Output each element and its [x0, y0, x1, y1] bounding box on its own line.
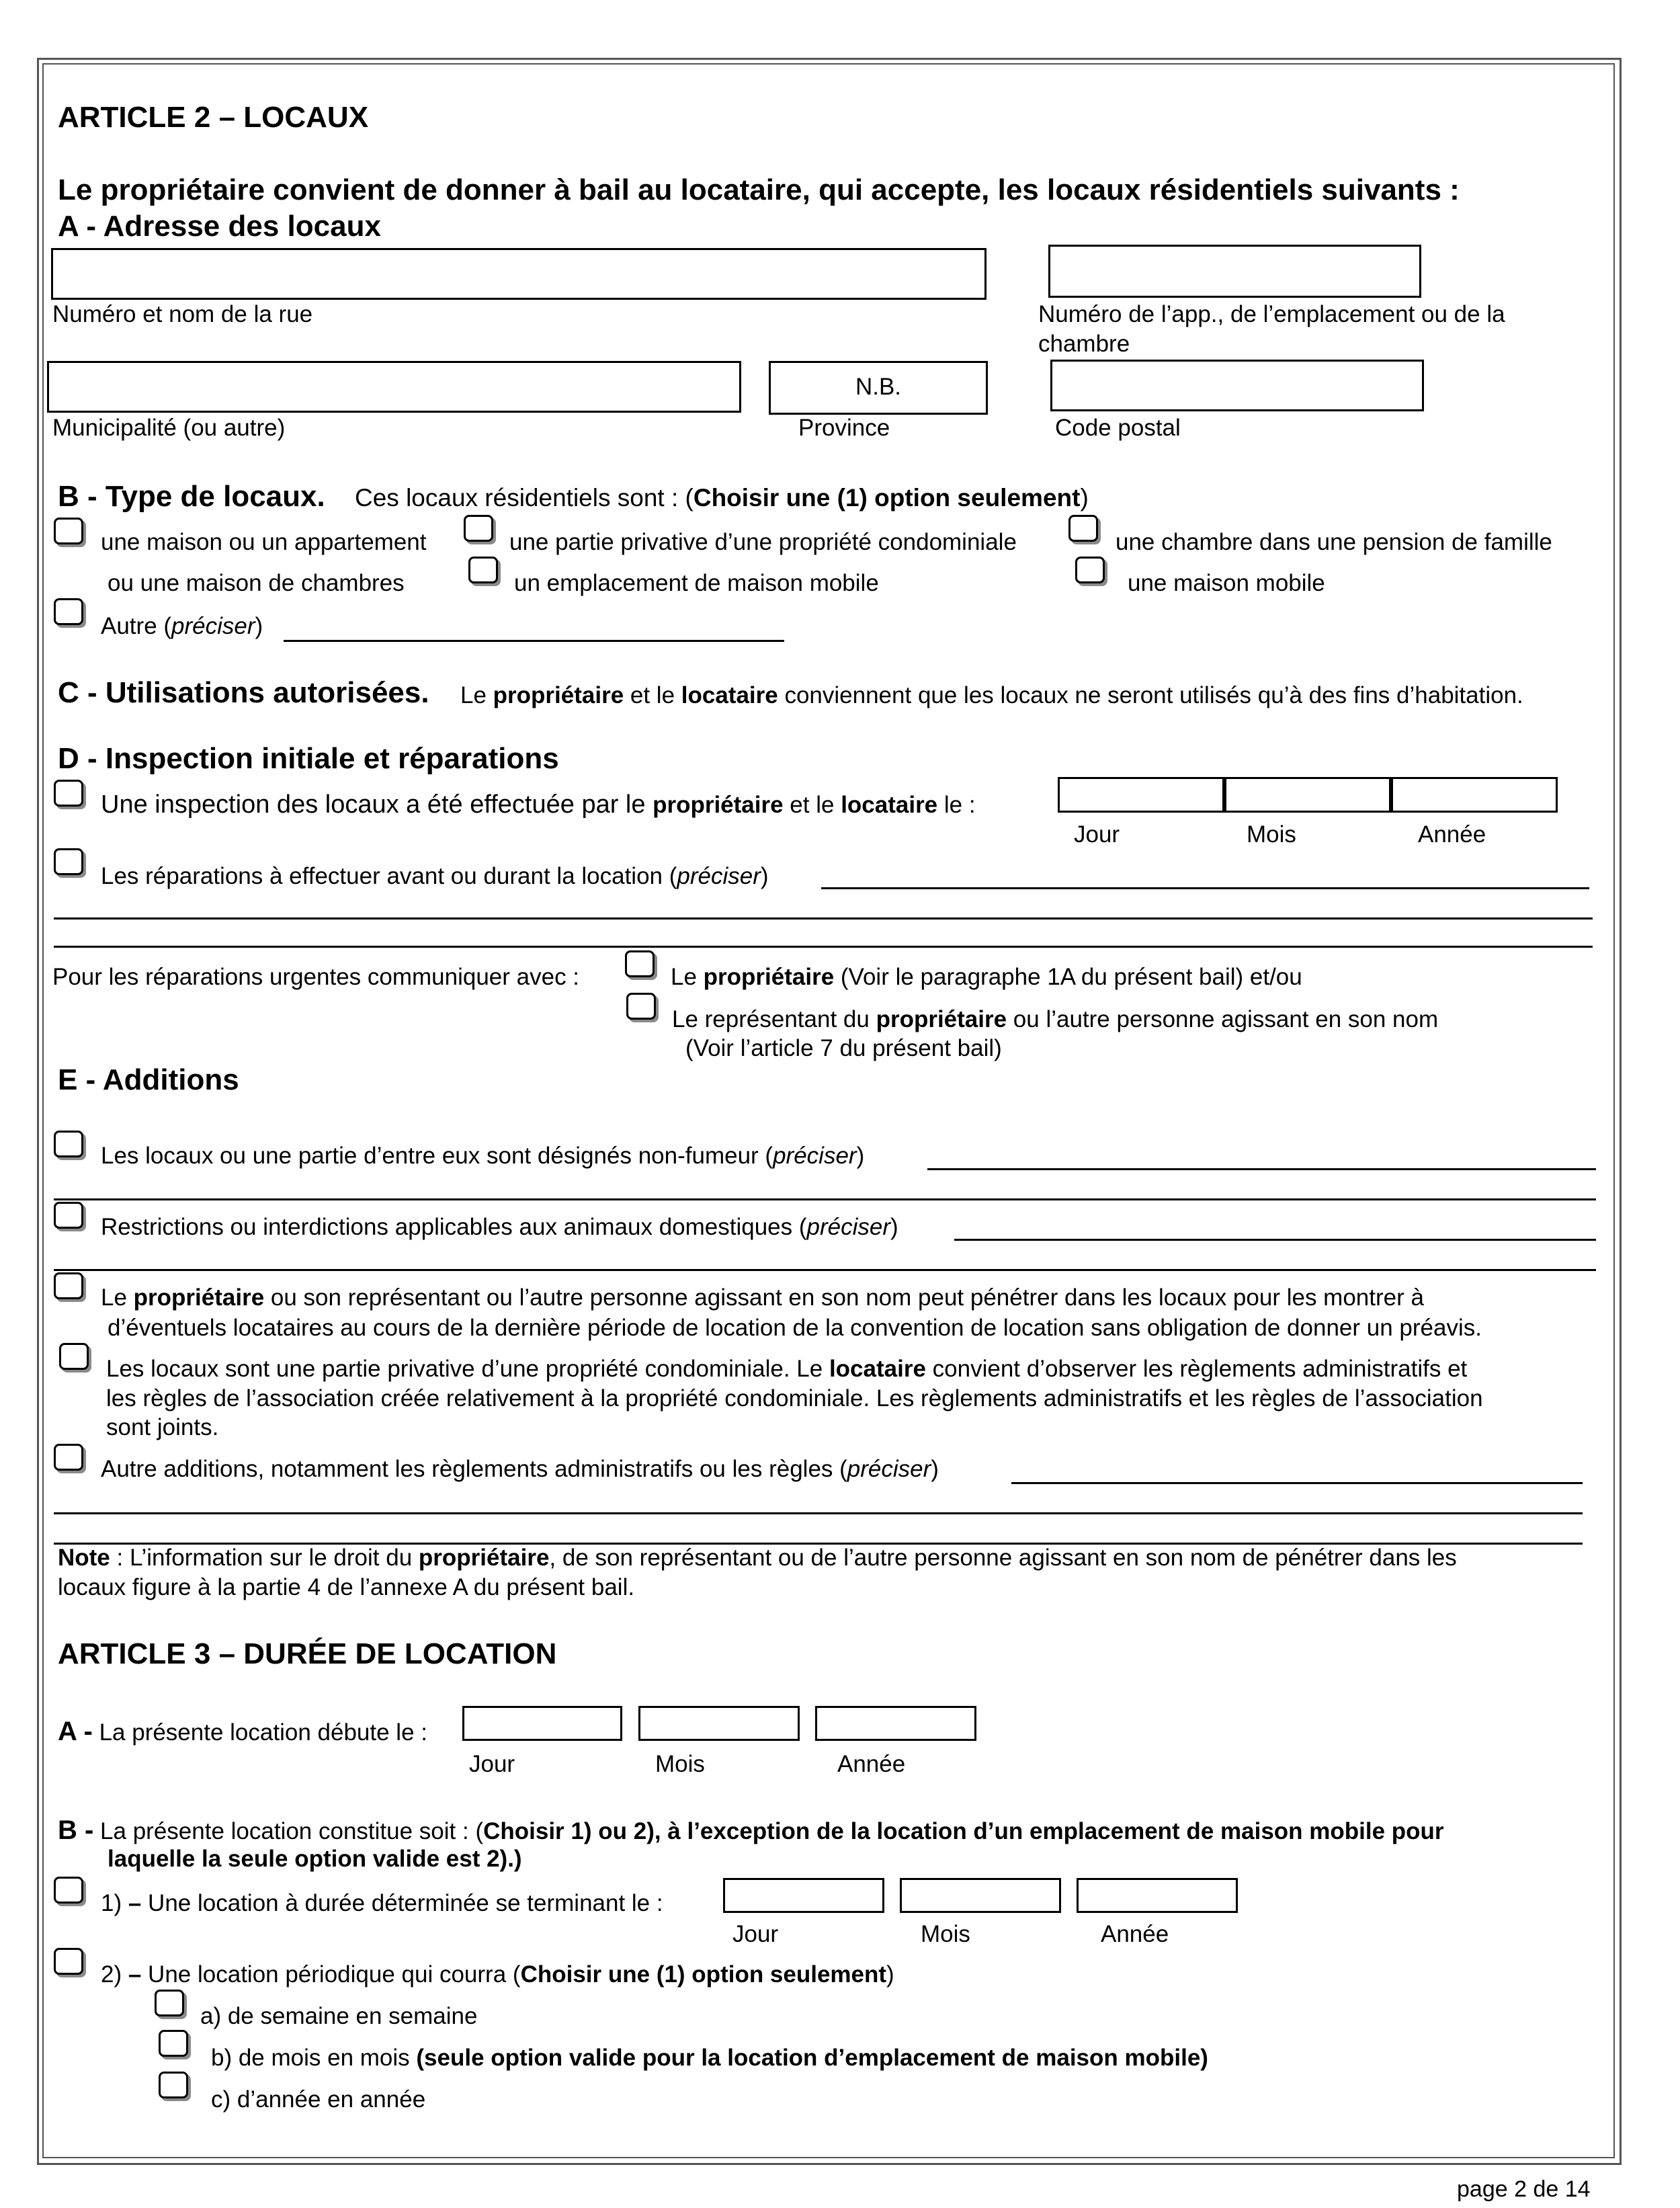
start-month-label: Mois	[655, 1751, 705, 1777]
checkbox-urgent-representative[interactable]	[626, 993, 656, 1020]
option-other-label: Autre (préciser)	[101, 613, 263, 639]
option-house-label: une maison ou un appartement	[101, 529, 427, 555]
checkbox-condo-rules[interactable]	[59, 1343, 89, 1370]
checkbox-non-smoking[interactable]	[54, 1131, 83, 1157]
other-specify-line[interactable]	[284, 640, 784, 642]
section-b-heading: B - Type de locaux.	[58, 480, 325, 513]
start-year-label: Année	[837, 1751, 906, 1777]
note-line2: locaux figure à la partie 4 de l’annexe A du présent bail.	[58, 1574, 635, 1600]
repairs-line-1[interactable]	[821, 887, 1589, 889]
other-additions-line-2[interactable]	[54, 1512, 1583, 1514]
option-mobile-home-label: une maison mobile	[1128, 570, 1325, 596]
option-mobile-site-label: un emplacement de maison mobile	[514, 570, 879, 596]
postal-code-input[interactable]	[1050, 360, 1424, 411]
urgent-representative-label: Le représentant du propriétaire ou l’autre personne agissant en son nom	[672, 1006, 1439, 1032]
province-value: N.B.	[855, 374, 902, 400]
repairs-label: Les réparations à effectuer avant ou durant la location (préciser)	[101, 863, 769, 889]
section-c-heading: C - Utilisations autorisées.	[58, 676, 429, 709]
weekly-label: a) de semaine en semaine	[200, 2003, 478, 2029]
end-day-input[interactable]	[723, 1878, 884, 1913]
monthly-label: b) de mois en mois (seule option valide pour la location d’emplacement de maison mobile)	[211, 2045, 1208, 2071]
page-number: page 2 de 14	[1457, 2176, 1591, 2202]
end-month-label: Mois	[921, 1921, 970, 1947]
municipality-label: Municipalité (ou autre)	[52, 415, 286, 441]
inspection-month-label: Mois	[1247, 821, 1296, 848]
checkbox-other[interactable]	[54, 598, 83, 625]
section-b-lead: Ces locaux résidentiels sont : (Choisir une (1) option seulement)	[355, 484, 1089, 512]
checkbox-boarding-room[interactable]	[1068, 515, 1098, 542]
non-smoking-label: Les locaux ou une partie d’entre eux sont désignés non-fumeur (préciser)	[101, 1143, 865, 1169]
inspection-year-label: Année	[1418, 821, 1486, 848]
checkbox-condo[interactable]	[464, 515, 493, 542]
start-month-input[interactable]	[638, 1706, 800, 1741]
checkbox-house[interactable]	[54, 518, 83, 544]
section-e-heading: E - Additions	[58, 1063, 239, 1096]
option-condo-label: une partie privative d’une propriété condominiale	[509, 529, 1017, 555]
showing-label: Le propriétaire ou son représentant ou l’autre personne agissant en son nom peut pénétrer dans les locaux pour les montrer à	[101, 1284, 1424, 1311]
inspection-day-input[interactable]	[1058, 777, 1224, 813]
start-day-input[interactable]	[462, 1706, 622, 1741]
showing-label-line2: d’éventuels locataires au cours de la dernière période de location de la convention de location sans obligation de donner un préavis.	[108, 1315, 1482, 1341]
end-year-input[interactable]	[1077, 1878, 1238, 1913]
section-a-heading: A - Adresse des locaux	[58, 210, 381, 243]
urgent-representative-label-line2: (Voir l’article 7 du présent bail)	[685, 1035, 1002, 1061]
checkbox-periodic[interactable]	[54, 1948, 83, 1975]
condo-rules-label-line2: les règles de l’association créée relativement à la propriété condominiale. Les règlements administratifs et les règles de l’association	[106, 1385, 1483, 1412]
checkbox-yearly[interactable]	[159, 2072, 188, 2098]
tenancy-type-label-line2: laquelle la seule option valide est 2).)	[108, 1846, 522, 1872]
inspection-year-input[interactable]	[1391, 777, 1558, 813]
inspection-month-input[interactable]	[1224, 777, 1391, 813]
option-room-label: une chambre dans une pension de famille	[1116, 529, 1552, 555]
end-year-label: Année	[1101, 1921, 1169, 1947]
start-date-label: A - La présente location débute le :	[58, 1717, 427, 1746]
checkbox-repairs[interactable]	[54, 848, 83, 875]
checkbox-mobile-home[interactable]	[1075, 557, 1105, 583]
urgent-repairs-label: Pour les réparations urgentes communiquer avec :	[52, 964, 580, 990]
repairs-line-3[interactable]	[54, 946, 1593, 948]
street-label: Numéro et nom de la rue	[52, 301, 313, 327]
checkbox-other-additions[interactable]	[54, 1444, 83, 1471]
checkbox-monthly[interactable]	[159, 2030, 188, 2057]
condo-rules-label-line3: sont joints.	[106, 1414, 219, 1440]
municipality-input[interactable]	[47, 361, 741, 413]
inspection-day-label: Jour	[1074, 821, 1120, 848]
checkbox-showing[interactable]	[54, 1272, 83, 1299]
pets-line-2[interactable]	[54, 1269, 1596, 1271]
tenancy-type-label: B - La présente location constitue soit : (Choisir 1) ou 2), à l’exception de la location d’un emplacement de maison mobile pour	[58, 1815, 1444, 1845]
article2-title: ARTICLE 2 – LOCAUX	[58, 101, 369, 134]
pets-line[interactable]	[954, 1239, 1596, 1241]
other-additions-label: Autre additions, notamment les règlements administratifs ou les règles (préciser)	[101, 1456, 939, 1482]
urgent-landlord-label: Le propriétaire (Voir le paragraphe 1A du présent bail) et/ou	[671, 964, 1302, 990]
inspection-label: Une inspection des locaux a été effectuée par le propriétaire et le locataire le :	[101, 790, 976, 819]
checkbox-inspection[interactable]	[54, 780, 83, 807]
end-day-label: Jour	[732, 1921, 779, 1947]
article2-intro: Le propriétaire convient de donner à bail au locataire, qui accepte, les locaux résidentiels suivants :	[58, 173, 1460, 206]
checkbox-mobile-site[interactable]	[468, 557, 498, 583]
unit-label: Numéro de l’app., de l’emplacement ou de la	[1038, 301, 1505, 327]
section-c-text: Le propriétaire et le locataire conviennent que les locaux ne seront utilisés qu’à des fins d’habitation.	[460, 682, 1523, 708]
checkbox-urgent-landlord[interactable]	[625, 950, 655, 977]
start-day-label: Jour	[469, 1751, 515, 1777]
repairs-line-2[interactable]	[54, 917, 1593, 919]
street-input[interactable]	[51, 248, 986, 300]
non-smoking-line-2[interactable]	[54, 1198, 1596, 1200]
other-additions-line-1[interactable]	[1011, 1482, 1583, 1484]
unit-label-line2: chambre	[1038, 331, 1130, 357]
checkbox-fixed-term[interactable]	[54, 1877, 83, 1904]
condo-rules-label: Les locaux sont une partie privative d’une propriété condominiale. Le locataire convient d’observer les règlements administratifs et	[106, 1356, 1468, 1382]
checkbox-pets[interactable]	[54, 1202, 83, 1229]
postal-code-label: Code postal	[1055, 415, 1181, 441]
province-input[interactable]	[769, 361, 988, 415]
pets-label: Restrictions ou interdictions applicables aux animaux domestiques (préciser)	[101, 1214, 898, 1240]
province-label: Province	[798, 415, 890, 441]
checkbox-weekly[interactable]	[155, 1990, 184, 2016]
article3-title: ARTICLE 3 – DURÉE DE LOCATION	[58, 1637, 557, 1670]
start-year-input[interactable]	[815, 1706, 976, 1741]
yearly-label: c) d’année en année	[211, 2086, 426, 2113]
end-month-input[interactable]	[900, 1878, 1061, 1913]
note-line1: Note : L’information sur le droit du propriétaire, de son représentant ou de l’autre personne agissant en son nom de pénétrer dans les	[58, 1545, 1457, 1571]
section-d-heading: D - Inspection initiale et réparations	[58, 742, 559, 775]
option-room-label-cont: ou une maison de chambres	[108, 570, 405, 596]
unit-input[interactable]	[1048, 245, 1421, 298]
fixed-term-label: 1) – Une location à durée déterminée se terminant le :	[101, 1890, 663, 1916]
non-smoking-line[interactable]	[927, 1168, 1596, 1170]
periodic-label: 2) – Une location périodique qui courra (Choisir une (1) option seulement)	[101, 1961, 894, 1988]
